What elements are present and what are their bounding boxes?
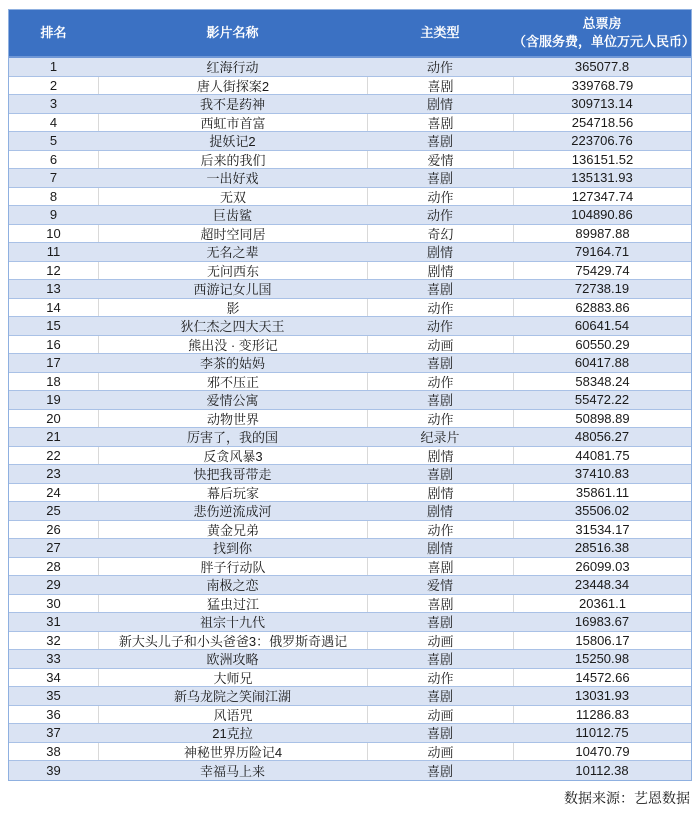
- rank-cell: 20: [46, 410, 61, 426]
- rank-cell: 8: [49, 188, 58, 204]
- table-row: [9, 262, 691, 281]
- title-cell: 幸福马上来: [199, 763, 265, 779]
- rank-cell: 37: [46, 725, 61, 741]
- box-office-cell: 15806.17: [513, 632, 691, 650]
- table-row: [9, 484, 691, 503]
- genre-cell: 动画: [367, 632, 513, 650]
- genre-cell: 动作: [367, 521, 513, 539]
- title-cell: 我不是药神: [199, 97, 265, 113]
- title-cell: 无问西东: [98, 262, 367, 280]
- box-office-cell: 26099.03: [513, 558, 691, 576]
- genre-cell: 喜剧: [367, 558, 513, 576]
- box-office-cell: 254718.56: [513, 114, 691, 132]
- rank-cell: 13: [46, 281, 61, 297]
- table-row: [9, 743, 691, 762]
- title-cell: 胖子行动队: [98, 558, 367, 576]
- genre-cell: 喜剧: [426, 615, 453, 631]
- rank-cell: 15: [46, 318, 61, 334]
- genre-cell: 剧情: [367, 262, 513, 280]
- title-cell: 无双: [98, 188, 367, 206]
- table-row: [9, 465, 691, 484]
- title-cell: 李茶的姑妈: [199, 356, 265, 372]
- header-box-office: [513, 10, 696, 56]
- rank-cell: 25: [46, 503, 61, 519]
- table-row: [9, 373, 691, 392]
- genre-cell: 喜剧: [367, 595, 513, 613]
- rank-cell: 19: [46, 392, 61, 408]
- box-office-cell: 44081.75: [513, 447, 691, 465]
- genre-cell: 动作: [426, 60, 453, 76]
- rank-cell: 18: [46, 373, 61, 389]
- rank-cell: 11: [46, 244, 61, 260]
- title-cell: 找到你: [212, 541, 252, 557]
- rank-cell: 2: [49, 77, 58, 93]
- table-row: [9, 447, 691, 466]
- rank-cell: 6: [49, 151, 58, 167]
- rank-cell: 39: [46, 762, 61, 778]
- box-office-cell: 60550.29: [513, 336, 691, 354]
- title-cell: 熊出没 · 变形记: [98, 336, 367, 354]
- table-row: [9, 687, 691, 706]
- genre-cell: 喜剧: [426, 171, 453, 187]
- title-cell: 幕后玩家: [98, 484, 367, 502]
- title-cell: 黄金兄弟: [98, 521, 367, 539]
- table-row: [9, 650, 691, 669]
- table-row: [9, 558, 691, 577]
- rank-cell: 3: [49, 96, 58, 112]
- table-row: [9, 206, 691, 225]
- box-office-cell: 79164.71: [574, 244, 630, 260]
- box-office-cell: 135131.93: [571, 170, 633, 186]
- genre-cell: 喜剧: [426, 393, 453, 409]
- title-cell: 神秘世界历险记4: [98, 743, 367, 761]
- rank-cell: 17: [46, 355, 61, 371]
- title-cell: 猛虫过江: [98, 595, 367, 613]
- title-cell: 后来的我们: [98, 151, 367, 169]
- title-cell: 唐人街探案2: [98, 77, 367, 95]
- genre-cell: 喜剧: [426, 726, 453, 742]
- box-office-cell: 223706.76: [571, 133, 633, 149]
- table-row: [9, 502, 691, 521]
- rank-cell: 27: [46, 540, 61, 556]
- rank-cell: 28: [46, 558, 61, 574]
- rank-cell: 38: [46, 743, 61, 759]
- genre-cell: 喜剧: [426, 467, 453, 483]
- genre-cell: 剧情: [426, 541, 453, 557]
- table-row: [9, 336, 691, 355]
- box-office-cell: 136151.52: [513, 151, 691, 169]
- box-office-cell: 339768.79: [513, 77, 691, 95]
- table-row: [9, 576, 691, 595]
- genre-cell: 喜剧: [426, 134, 453, 150]
- genre-cell: 喜剧: [426, 652, 453, 668]
- genre-cell: 喜剧: [426, 356, 453, 372]
- table-row: [9, 391, 691, 410]
- table-row: [9, 58, 691, 77]
- rank-cell: 31: [46, 614, 61, 630]
- title-cell: 欧洲攻略: [206, 652, 259, 668]
- rank-cell: 7: [49, 170, 58, 186]
- title-cell: 捉妖记2: [209, 134, 256, 150]
- header-genre: 主类型: [420, 25, 460, 40]
- box-office-cell: 20361.1: [513, 595, 691, 613]
- table-row: [9, 613, 691, 632]
- box-office-cell: 58348.24: [513, 373, 691, 391]
- table-row: [9, 132, 691, 151]
- table-row: [9, 428, 691, 447]
- table-row: [9, 151, 691, 170]
- rank-cell: 10: [46, 225, 61, 241]
- title-cell: 南极之恋: [206, 578, 259, 594]
- table-row: [9, 243, 691, 262]
- table-row: [9, 188, 691, 207]
- genre-cell: 剧情: [426, 97, 453, 113]
- genre-cell: 喜剧: [426, 763, 453, 779]
- table-body: [9, 58, 691, 780]
- title-cell: 无名之辈: [206, 245, 259, 261]
- table-row: [9, 95, 691, 114]
- box-office-cell: 50898.89: [513, 410, 691, 428]
- rank-cell: 29: [46, 577, 61, 593]
- table-row: [9, 761, 691, 780]
- rank-cell: 9: [49, 207, 58, 223]
- rank-cell: 33: [46, 651, 61, 667]
- box-office-cell: 35506.02: [574, 503, 630, 519]
- table-header: [9, 10, 696, 58]
- box-office-cell: 60641.54: [574, 318, 630, 334]
- title-cell: 厉害了，我的国: [186, 430, 278, 446]
- genre-cell: 剧情: [426, 504, 453, 520]
- genre-cell: 动作: [426, 208, 453, 224]
- box-office-cell: 62883.86: [513, 299, 691, 317]
- table-row: [9, 225, 691, 244]
- rank-cell: 24: [46, 484, 61, 500]
- title-cell: 影: [98, 299, 367, 317]
- title-cell: 红海行动: [206, 60, 259, 76]
- genre-cell: 动作: [367, 188, 513, 206]
- title-cell: 爱情公寓: [206, 393, 259, 409]
- title-cell: 邪不压正: [98, 373, 367, 391]
- title-cell: 新乌龙院之笑闹江湖: [173, 689, 291, 705]
- rank-cell: 4: [49, 114, 58, 130]
- title-cell: 新大头儿子和小头爸爸3：俄罗斯奇遇记: [98, 632, 367, 650]
- genre-cell: 剧情: [367, 447, 513, 465]
- box-office-cell: 10470.79: [513, 743, 691, 761]
- title-cell: 快把我哥带走: [193, 467, 272, 483]
- genre-cell: 动作: [367, 410, 513, 428]
- header-rank: 排名: [40, 25, 67, 40]
- box-office-cell: 16983.67: [574, 614, 630, 630]
- table-row: [9, 280, 691, 299]
- header-box-office-line1: 总票房: [582, 16, 622, 31]
- rank-cell: 30: [46, 595, 61, 611]
- box-office-cell: 365077.8: [574, 59, 630, 75]
- table-row: [9, 521, 691, 540]
- box-office-cell: 75429.74: [513, 262, 691, 280]
- box-office-cell: 13031.93: [574, 688, 630, 704]
- genre-cell: 剧情: [426, 245, 453, 261]
- genre-cell: 喜剧: [426, 689, 453, 705]
- genre-cell: 纪录片: [420, 430, 460, 446]
- box-office-cell: 309713.14: [571, 96, 633, 112]
- box-office-cell: 23448.34: [574, 577, 630, 593]
- box-office-cell: 37410.83: [574, 466, 630, 482]
- box-office-table: [8, 9, 696, 781]
- title-cell: 巨齿鲨: [212, 208, 252, 224]
- rank-cell: 21: [46, 429, 61, 445]
- title-cell: 动物世界: [98, 410, 367, 428]
- rank-cell: 36: [46, 706, 61, 722]
- genre-cell: 动作: [367, 299, 513, 317]
- data-source-note: 数据来源：艺恩数据: [564, 790, 690, 806]
- title-cell: 狄仁杰之四大天王: [180, 319, 285, 335]
- title-cell: 西游记女儿国: [193, 282, 272, 298]
- table-row: [9, 114, 691, 133]
- box-office-cell: 35861.11: [513, 484, 691, 502]
- table-row: [9, 595, 691, 614]
- title-cell: 大师兄: [98, 669, 367, 687]
- box-office-cell: 104890.86: [571, 207, 633, 223]
- genre-cell: 爱情: [426, 578, 453, 594]
- box-office-cell: 127347.74: [513, 188, 691, 206]
- genre-cell: 喜剧: [367, 77, 513, 95]
- box-office-cell: 55472.22: [574, 392, 630, 408]
- box-office-cell: 11286.83: [513, 706, 691, 724]
- box-office-cell: 48056.27: [574, 429, 630, 445]
- title-cell: 21克拉: [212, 726, 253, 742]
- table-row: [9, 77, 691, 96]
- table-row: [9, 317, 691, 336]
- table-row: [9, 299, 691, 318]
- title-cell: 风语咒: [98, 706, 367, 724]
- box-office-cell: 10112.38: [575, 762, 629, 778]
- genre-cell: 动画: [367, 706, 513, 724]
- rank-cell: 5: [49, 133, 58, 149]
- table-row: [9, 539, 691, 558]
- box-office-cell: 14572.66: [513, 669, 691, 687]
- genre-cell: 动作: [367, 669, 513, 687]
- rank-cell: 16: [46, 336, 61, 352]
- title-cell: 悲伤逆流成河: [193, 504, 272, 520]
- table-row: [9, 354, 691, 373]
- box-office-cell: 28516.38: [574, 540, 630, 556]
- genre-cell: 剧情: [367, 484, 513, 502]
- rank-cell: 26: [46, 521, 61, 537]
- title-cell: 祖宗十九代: [199, 615, 265, 631]
- rank-cell: 22: [46, 447, 61, 463]
- table-row: [9, 724, 691, 743]
- title-cell: 一出好戏: [206, 171, 259, 187]
- box-office-cell: 72738.19: [574, 281, 630, 297]
- table-row: [9, 169, 691, 188]
- genre-cell: 奇幻: [367, 225, 513, 243]
- box-office-cell: 60417.88: [574, 355, 630, 371]
- table-row: [9, 706, 691, 725]
- genre-cell: 喜剧: [367, 114, 513, 132]
- rank-cell: 12: [46, 262, 61, 278]
- genre-cell: 动作: [426, 319, 453, 335]
- rank-cell: 35: [46, 688, 61, 704]
- genre-cell: 动画: [367, 743, 513, 761]
- table-row: [9, 632, 691, 651]
- genre-cell: 动画: [367, 336, 513, 354]
- header-box-office-line2: （含服务费，单位万元人民币）: [513, 34, 696, 49]
- title-cell: 反贪风暴3: [98, 447, 367, 465]
- rank-cell: 34: [46, 669, 61, 685]
- table-row: [9, 669, 691, 688]
- header-title: 影片名称: [206, 25, 259, 40]
- genre-cell: 爱情: [367, 151, 513, 169]
- rank-cell: 1: [49, 59, 58, 75]
- table-row: [9, 410, 691, 429]
- box-office-cell: 15250.98: [574, 651, 630, 667]
- title-cell: 超时空同居: [98, 225, 367, 243]
- genre-cell: 喜剧: [426, 282, 453, 298]
- genre-cell: 动作: [367, 373, 513, 391]
- rank-cell: 14: [46, 299, 61, 315]
- box-office-cell: 11012.75: [575, 725, 629, 741]
- title-cell: 西虹市首富: [98, 114, 367, 132]
- box-office-cell: 31534.17: [513, 521, 691, 539]
- rank-cell: 23: [46, 466, 61, 482]
- box-office-cell: 89987.88: [513, 225, 691, 243]
- rank-cell: 32: [46, 632, 61, 648]
